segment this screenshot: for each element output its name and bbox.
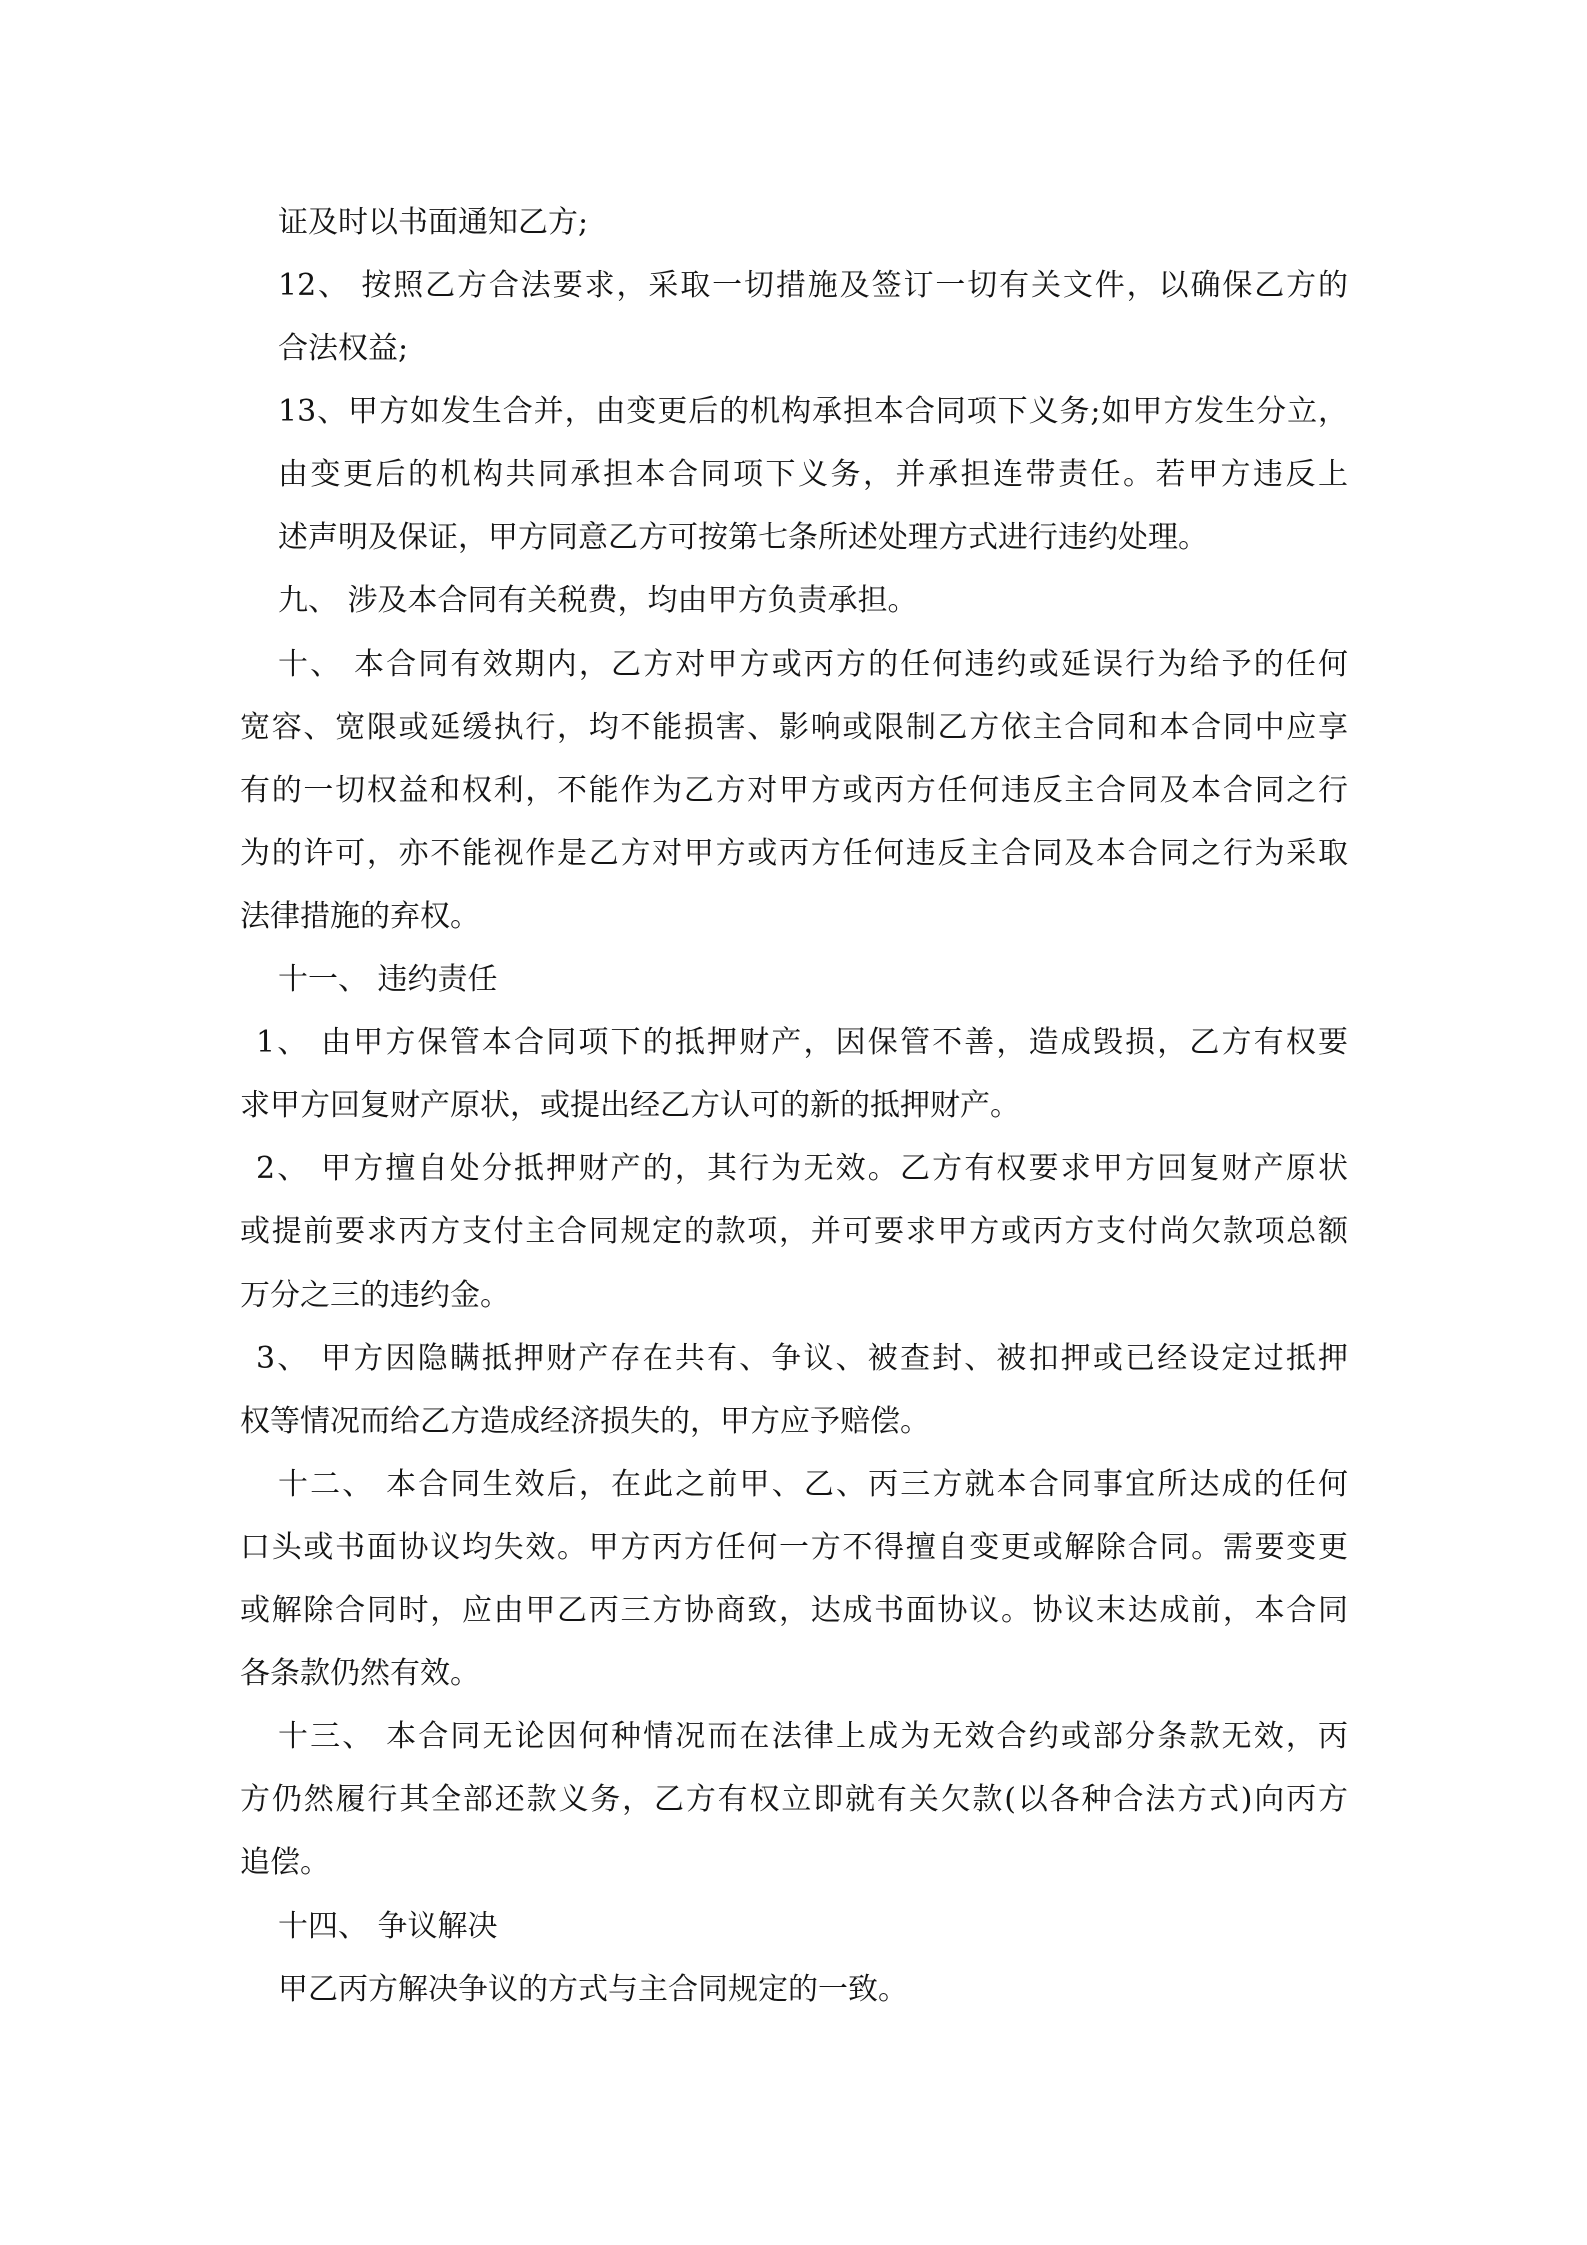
text-line: 万分之三的违约金。 bbox=[240, 1278, 510, 1313]
section-heading: 九、 涉及本合同有关税费，均由甲方负责承担。 bbox=[278, 583, 918, 618]
text-line: 甲乙丙方解决争议的方式与主合同规定的一致。 bbox=[278, 1972, 908, 2007]
section-heading: 十四、 争议解决 bbox=[278, 1909, 498, 1944]
text-line: 由变更后的机构共同承担本合同项下义务，并承担连带责任。若甲方违反上 bbox=[278, 457, 1348, 492]
text-line: 有的一切权益和权利，不能作为乙方对甲方或丙方任何违反主合同及本合同之行 bbox=[240, 773, 1348, 808]
section-heading: 十一、 违约责任 bbox=[278, 962, 498, 997]
text-line: 宽容、宽限或延缓执行，均不能损害、影响或限制乙方依主合同和本合同中应享 bbox=[240, 710, 1348, 745]
text-line: 十二、 本合同生效后，在此之前甲、乙、丙三方就本合同事宜所达成的任何 bbox=[278, 1467, 1348, 1502]
text-line: 证及时以书面通知乙方; bbox=[278, 205, 589, 240]
text-line: 十、 本合同有效期内，乙方对甲方或丙方的任何违约或延误行为给予的任何 bbox=[278, 647, 1348, 682]
text-line: 求甲方回复财产原状，或提出经乙方认可的新的抵押财产。 bbox=[240, 1088, 1020, 1123]
text-line: 合法权益; bbox=[278, 331, 409, 366]
text-line: 13、甲方如发生合并，由变更后的机构承担本合同项下义务;如甲方发生分立， bbox=[278, 394, 1348, 429]
text-line: 述声明及保证，甲方同意乙方可按第七条所述处理方式进行违约处理。 bbox=[278, 520, 1208, 555]
text-line: 3、 甲方因隐瞒抵押财产存在共有、争议、被查封、被扣押或已经设定过抵押 bbox=[256, 1341, 1348, 1376]
text-line: 十三、 本合同无论因何种情况而在法律上成为无效合约或部分条款无效，丙 bbox=[278, 1719, 1348, 1754]
text-line: 权等情况而给乙方造成经济损失的，甲方应予赔偿。 bbox=[240, 1404, 930, 1439]
text-line: 或解除合同时，应由甲乙丙三方协商致，达成书面协议。协议末达成前，本合同 bbox=[240, 1593, 1348, 1628]
text-line: 法律措施的弃权。 bbox=[240, 899, 480, 934]
text-line: 追偿。 bbox=[240, 1845, 330, 1880]
text-line: 为的许可，亦不能视作是乙方对甲方或丙方任何违反主合同及本合同之行为采取 bbox=[240, 836, 1348, 871]
text-line: 各条款仍然有效。 bbox=[240, 1656, 480, 1691]
text-line: 口头或书面协议均失效。甲方丙方任何一方不得擅自变更或解除合同。需要变更 bbox=[240, 1530, 1348, 1565]
text-line: 或提前要求丙方支付主合同规定的款项，并可要求甲方或丙方支付尚欠款项总额 bbox=[240, 1214, 1348, 1249]
text-line: 2、 甲方擅自处分抵押财产的，其行为无效。乙方有权要求甲方回复财产原状 bbox=[256, 1151, 1348, 1186]
text-line: 1、 由甲方保管本合同项下的抵押财产，因保管不善，造成毁损，乙方有权要 bbox=[256, 1025, 1348, 1060]
text-line: 12、 按照乙方合法要求，采取一切措施及签订一切有关文件，以确保乙方的 bbox=[278, 268, 1348, 303]
text-line: 方仍然履行其全部还款义务，乙方有权立即就有关欠款(以各种合法方式)向丙方 bbox=[240, 1782, 1348, 1817]
